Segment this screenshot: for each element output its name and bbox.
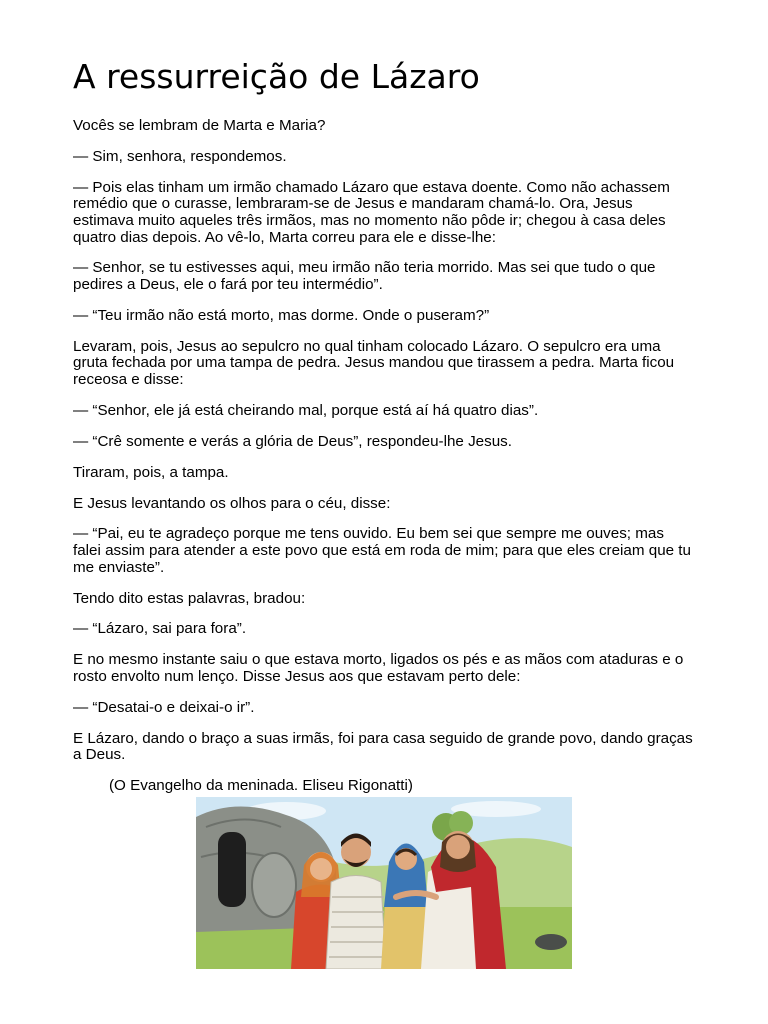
paragraph: Tendo dito estas palavras, bradou:	[73, 589, 306, 607]
paragraph: — “Teu irmão não está morto, mas dorme. Onde o puseram?”	[73, 306, 490, 324]
document-page	[73, 55, 693, 795]
paragraph: — Pois elas tinham um irmão chamado Lázaro que estava doente. Como não achassem remédio que o curasse, lembraram-se de Jesus e mandaram chamá-lo. Ora, Jesus estimava muito aqueles três irmãos, mas no momento não pôde ir; chegou à casa deles quatro dias depois. Ao vê-lo, Marta correu para ele e disse-lhe:	[73, 178, 670, 246]
tomb-stone	[252, 853, 296, 917]
paragraph: — “Lázaro, sai para fora”.	[73, 620, 247, 638]
lazarus-illustration	[196, 797, 572, 969]
paragraph: E no mesmo instante saiu o que estava morto, ligados os pés e as mãos com ataduras e o rosto envolto num lenço. Disse Jesus aos que estavam perto dele:	[73, 651, 684, 685]
paragraph: E Jesus levantando os olhos para o céu, disse:	[73, 494, 391, 512]
paragraph: — Senhor, se tu estivesses aqui, meu irmão não teria morrido. Mas sei que tudo o que pedires a Deus, ele o fará por teu intermédio”.	[73, 259, 656, 294]
paragraph: — “Pai, eu te agradeço porque me tens ouvido. Eu bem sei que sempre me ouves; mas falei assim para atender a este povo que está em roda de mim; para que eles creiam que tu me enviaste”.	[73, 525, 691, 576]
paragraph: — Sim, senhora, respondemos.	[73, 147, 287, 165]
paragraph: E Lázaro, dando o braço a suas irmãs, foi para casa seguido de grande povo, dando graças a Deus.	[73, 729, 693, 764]
paragraph: Vocês se lembram de Marta e Maria?	[73, 117, 326, 134]
paragraph: — “Crê somente e verás a glória de Deus”, respondeu-lhe Jesus.	[73, 432, 512, 450]
rock	[535, 934, 567, 950]
document-title: A ressurreição de Lázaro	[73, 57, 480, 96]
paragraph: — “Desatai-o e deixai-o ir”.	[73, 698, 255, 716]
paragraph: Levaram, pois, Jesus ao sepulcro no qual tinham colocado Lázaro. O sepulcro era uma gruta fechada por uma tampa de pedra. Jesus mandou que tirassem a pedra. Marta ficou receosa e disse:	[73, 337, 675, 389]
paragraph: — “Senhor, ele já está cheirando mal, porque está aí há quatro dias”.	[73, 401, 539, 419]
source-credit: (O Evangelho da meninada. Eliseu Rigonatti)	[109, 777, 413, 795]
paragraph: Tiraram, pois, a tampa.	[73, 463, 229, 481]
tomb-entrance	[218, 832, 246, 907]
